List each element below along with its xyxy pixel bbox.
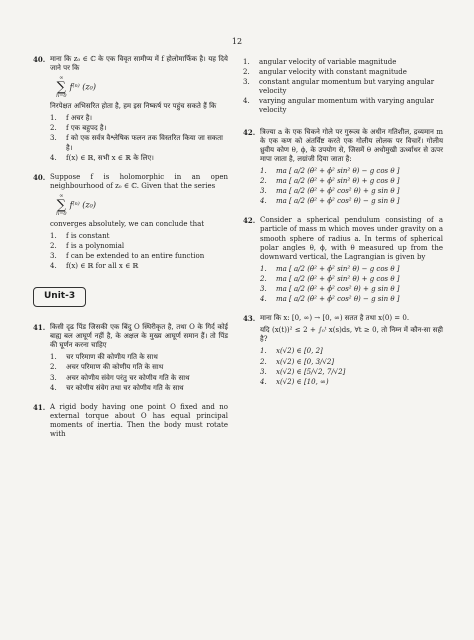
series-expression: ∞ ∑ n=0 f⁽ⁿ⁾ (z₀)	[56, 75, 96, 100]
option-1[interactable]: 1. f is constant	[50, 232, 110, 241]
question-text: किसी दृढ पिंड जिसकी एक बिंदु O स्थिरीकृत है, तथा O के गिर्द कोई बाह्य बल आघूर्ण नहीं है, के अक्षल के मुख्य आघूर्ण समान हैं। तो पिंड की घूर्णन करना चाहिए	[50, 323, 228, 350]
option-3[interactable]: 3. ma [ a/2 (θ̇² + ϕ̇² cos² θ) + g sin θ ]	[260, 284, 400, 293]
question-text: A rigid body having one point O fixed and no external torque about O has equal principal moments of inertia. Then the body must rotate with	[50, 402, 228, 439]
left-column	[33, 55, 228, 449]
option-4[interactable]: 4. varying angular momentum with varying angular velocity	[243, 97, 434, 115]
question-text: Consider a spherical pendulum consisting of a particle of mass m which moves under gravity on a smooth sphere of radius a. In terms of spherical polar angles θ, ϕ, with θ measured up from the downward vertical, the Lagrangian is given by	[260, 216, 443, 261]
option-2[interactable]: 2. f एक बहुपद है।	[50, 124, 107, 133]
question-number: 41.	[33, 323, 46, 333]
option-2[interactable]: 2. ma [ a/2 (θ̇² + ϕ̇² sin² θ) + g cos θ ]	[260, 274, 400, 283]
question-condition: यदि (x(t))² ≤ 2 + ∫₀ᵗ x(s)ds, ∀t ≥ 0, तो निम्न में कौन-सा सही है?	[260, 326, 443, 344]
summation-symbol: ∞ ∑ n=0	[56, 192, 67, 217]
question-text-continued: converges absolutely, we can conclude that	[50, 219, 205, 228]
options-list	[50, 114, 228, 162]
question-text: त्रिज्या a के एक चिकने गोले पर गुरूत्व के अधीन गतिशील, द्रव्यमान m के एक कण को अंतर्विष्ट करते एक गोलीय लोलक पर विचारें। गोलीय ध्रुवीय कोण θ, ϕ, के उपयोग से, जिसमें θ अधोमुखी ऊर्ध्वाधर से ऊपर मापा जाता है, लग्रांजी दिया जाता है:	[260, 127, 443, 163]
option-3[interactable]: 3. अचर कोणीय संवेग परंतु चर कोणीय गति के साथ	[50, 373, 190, 382]
options-list	[260, 167, 443, 206]
question-40-hindi	[33, 55, 228, 163]
option-1[interactable]: 1. ma [ a/2 (θ̇² + ϕ̇² sin² θ) − g cos θ ]	[260, 166, 400, 175]
question-number: 42.	[243, 216, 256, 226]
summation-symbol: ∞ ∑ n=0	[56, 75, 67, 100]
question-number: 41.	[33, 402, 46, 412]
question-text: Suppose f is holomorphic in an open neighbourhood of z₀ ∈ ℂ. Given that the series	[50, 172, 228, 190]
question-text: माना कि x: [0, ∞) → [0, ∞) सतत है तथा x(0) = 0.	[260, 314, 410, 323]
question-text: माना कि z₀ ∈ ℂ के एक विवृत सामीप्य में f होलोमार्फिक है। यह दिये जाने पर कि	[50, 55, 228, 73]
question-number: 42.	[243, 127, 256, 137]
question-42-hindi	[243, 128, 443, 207]
option-4[interactable]: 4. ma [ a/2 (θ̇² + ϕ̇² cos² θ) − g sin θ ]	[260, 197, 400, 206]
options-list	[260, 347, 443, 386]
option-4[interactable]: 4. चर कोणीय संवेग तथा चर कोणीय गति के साथ	[50, 383, 184, 392]
options-list	[260, 265, 443, 304]
question-text-continued: निरपेक्षत अभिसरित होता है, हम इस निष्कर्ष पर पहुंच सकते हैं कि	[50, 102, 217, 111]
question-41-english-options	[243, 58, 443, 116]
option-4[interactable]: 4. ma [ a/2 (θ̇² + ϕ̇² cos² θ) − g sin θ ]	[260, 295, 400, 304]
option-1[interactable]: 1. x(√2) ∈ [0, 2]	[260, 347, 323, 356]
options-list	[50, 232, 228, 271]
option-1[interactable]: 1. चर परिमाण की कोणीय गति के साथ	[50, 353, 158, 362]
question-number: 40.	[33, 55, 46, 64]
option-1[interactable]: 1. angular velocity of variable magnitude	[243, 58, 397, 66]
question-43-hindi	[243, 314, 443, 387]
question-42-english	[243, 216, 443, 304]
option-3[interactable]: 3. x(√2) ∈ [5/√2, 7/√2]	[260, 367, 346, 376]
option-1[interactable]: 1. ma [ a/2 (θ̇² + ϕ̇² sin² θ) − g cos θ ]	[260, 264, 400, 273]
option-4[interactable]: 4. f(x) ∈ ℝ, सभी x ∈ ℝ के लिए।	[50, 153, 154, 162]
option-3[interactable]: 3. f को एक सर्वत्र वैश्लेषिक फलन तक विस्तरित किया जा सकता है।	[50, 134, 223, 152]
option-1[interactable]: 1. f अचर है।	[50, 114, 93, 123]
option-3[interactable]: 3. f can be extended to an entire function	[50, 252, 205, 261]
right-column	[243, 55, 443, 397]
question-number: 43.	[243, 314, 256, 324]
unit-heading: Unit-3	[33, 287, 86, 307]
series-expression: ∞ ∑ n=0 f⁽ⁿ⁾ (z₀)	[56, 192, 96, 217]
option-3[interactable]: 3. constant angular momentum but varying angular velocity	[243, 78, 435, 96]
question-41-english	[33, 403, 228, 439]
option-3[interactable]: 3. ma [ a/2 (θ̇² + ϕ̇² cos² θ) + g sin θ ]	[260, 187, 400, 196]
option-2[interactable]: 2. अचर परिमाण की कोणीय गति के साथ	[50, 363, 164, 372]
page-number: 12	[231, 37, 243, 46]
question-number: 40.	[33, 172, 46, 182]
option-2[interactable]: 2. f is a polynomial	[50, 242, 125, 251]
option-2[interactable]: 2. ma [ a/2 (θ̇² + ϕ̇² sin² θ) + g cos θ ]	[260, 177, 400, 186]
question-41-hindi	[33, 323, 228, 393]
option-2[interactable]: 2. x(√2) ∈ [0, 3/√2]	[260, 357, 335, 366]
option-2[interactable]: 2. angular velocity with constant magnitude	[243, 68, 407, 77]
question-40-english	[33, 173, 228, 272]
options-list	[50, 353, 228, 392]
option-4[interactable]: 4. x(√2) ∈ [10, ∞)	[260, 377, 329, 386]
option-4[interactable]: 4. f(x) ∈ ℝ for all x ∈ ℝ	[50, 262, 139, 271]
